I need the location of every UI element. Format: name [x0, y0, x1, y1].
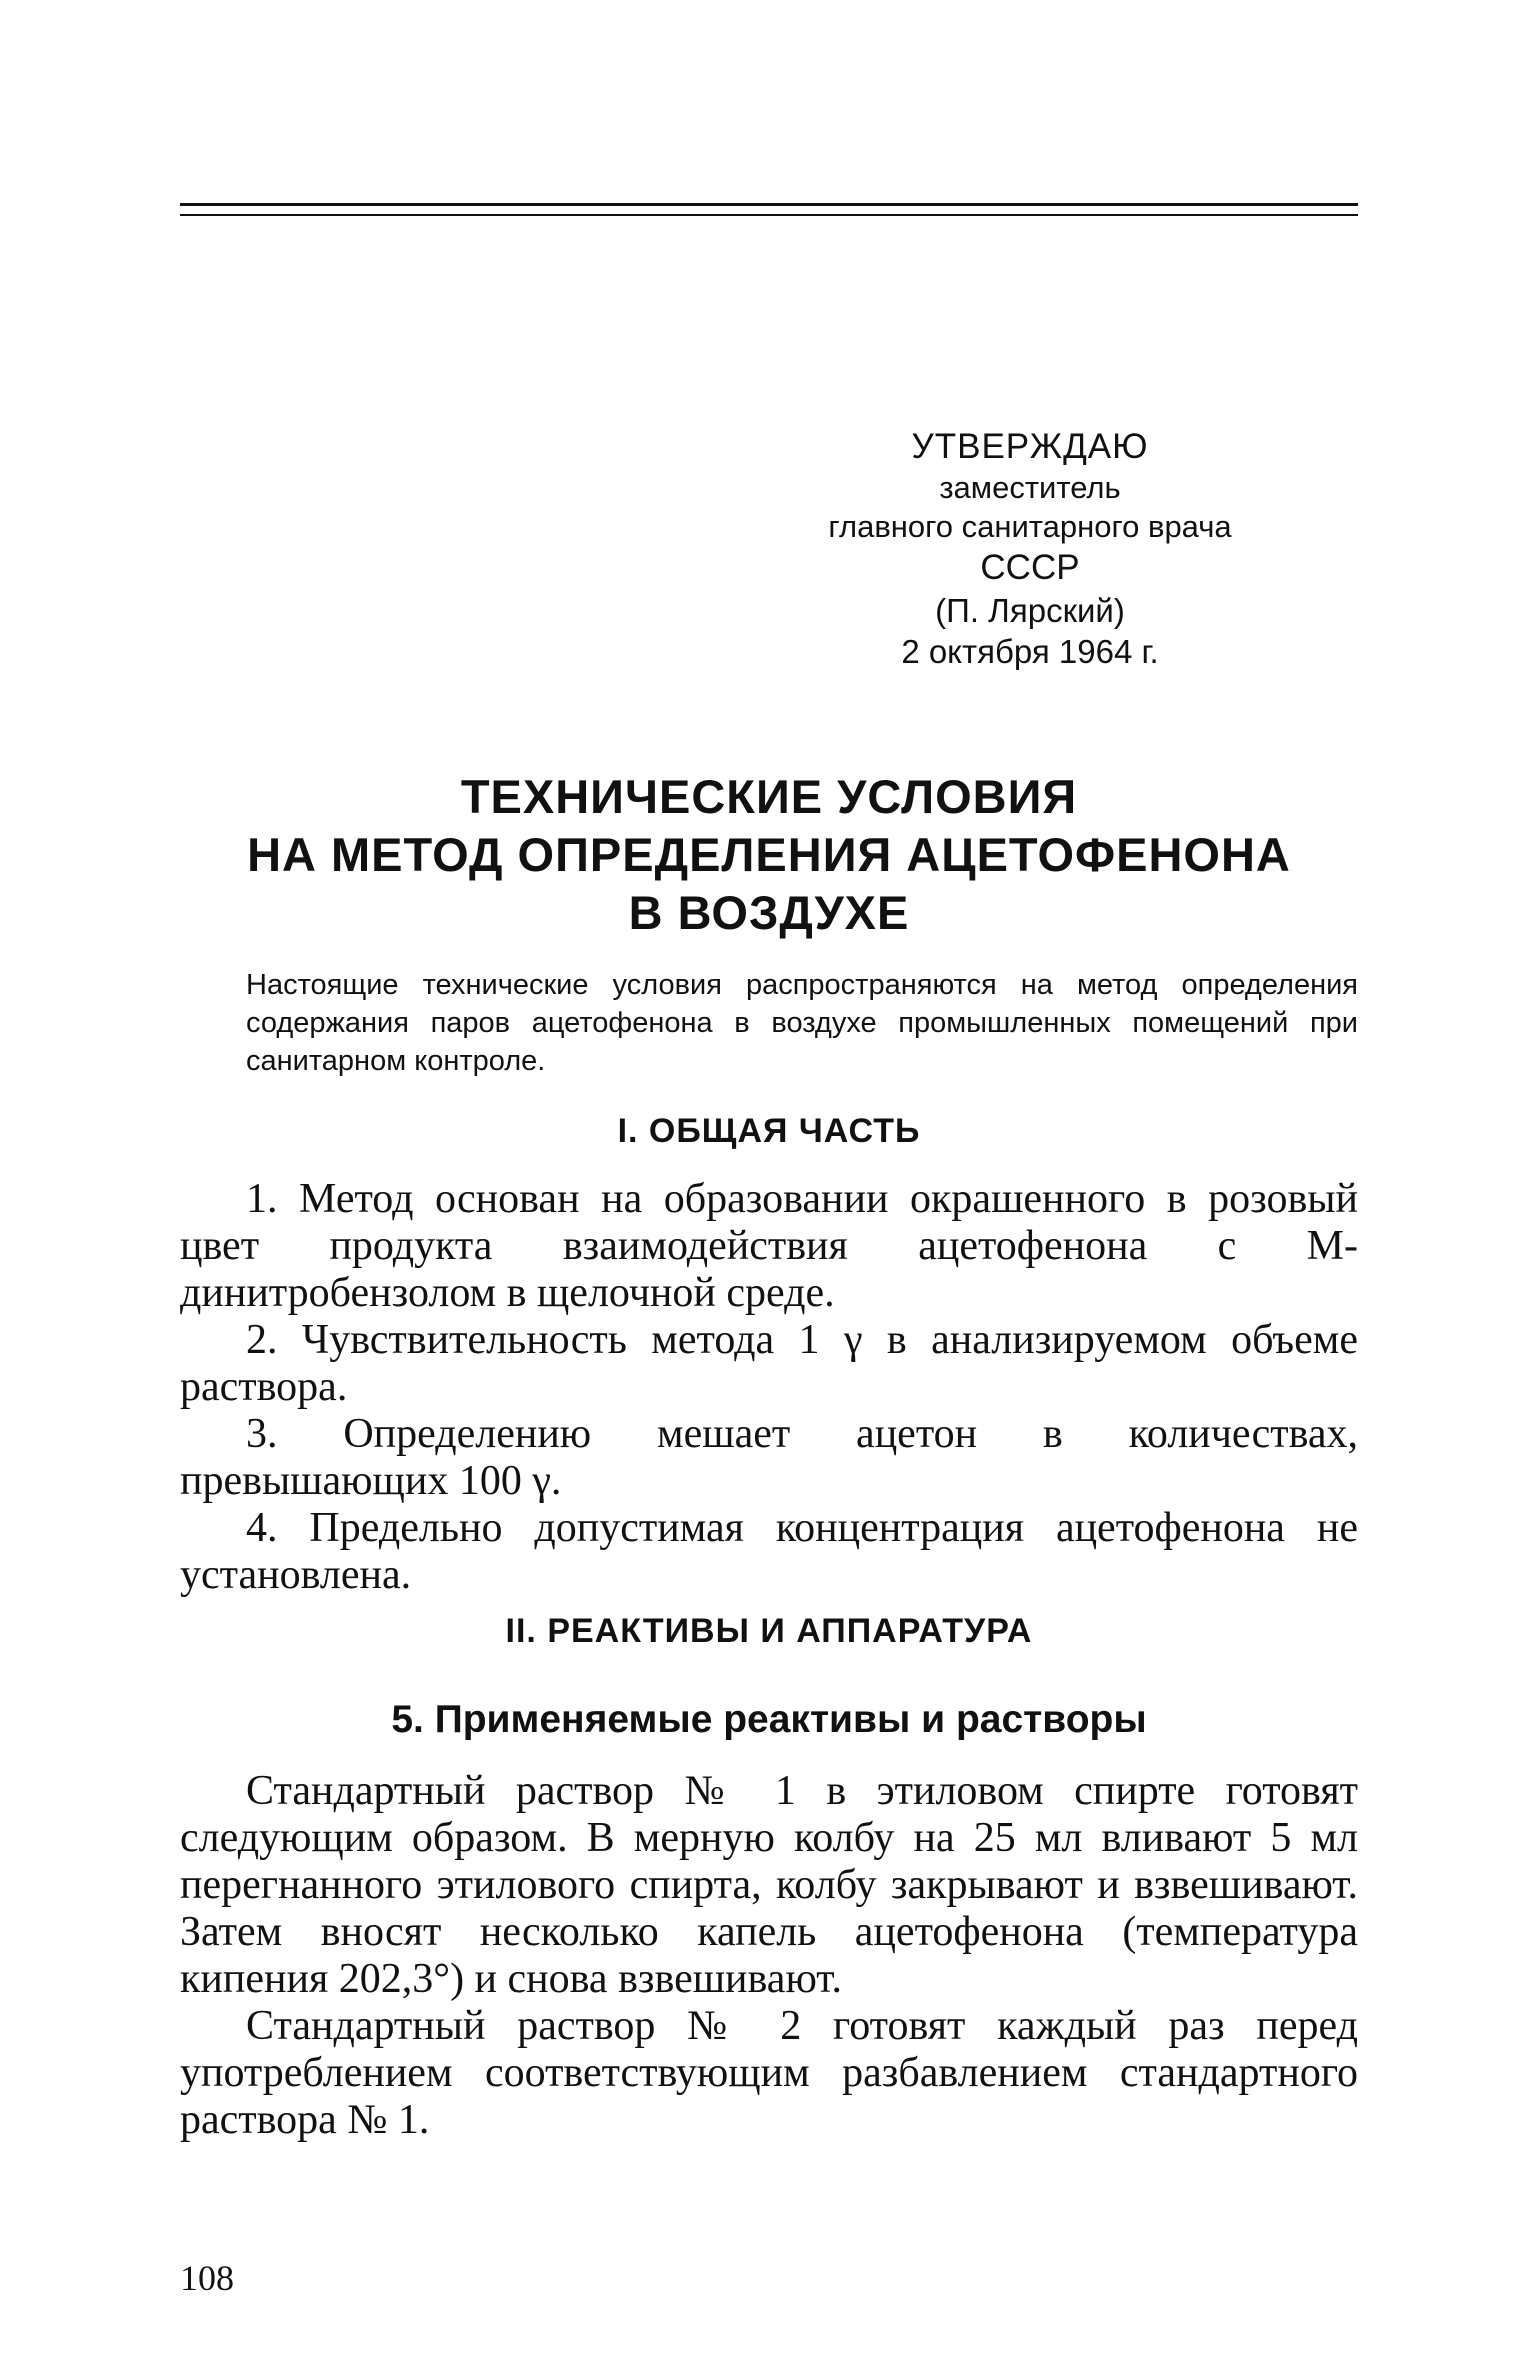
section-1-heading: I. ОБЩАЯ ЧАСТЬ: [617, 1112, 921, 1150]
paragraph-6: Стандартный раствор № 2 готовят каждый раз перед употреблением соответствующим разбавлением стандартного раствора № 1.: [180, 2003, 1358, 2143]
paragraph-5: Стандартный раствор № 1 в этиловом спирте готовят следующим образом. В мерную колбу на 25 мл вливают 5 мл перегнанного этилового спирта, колбу закрывают и взвешивают. Затем вносят несколько капель ацетофенона (температура кипения 202,3°) и снова взвешивают.: [180, 1768, 1358, 2002]
page-number: 108: [180, 2258, 234, 2298]
section-2-body: [180, 1768, 1358, 2144]
intro-paragraph: Настоящие технические условия распространяются на метод определения содержания паров ацетофенона в воздухе промышленных помещений при санитарном контроле.: [246, 969, 1358, 1077]
title-line-1: ТЕХНИЧЕСКИЕ УСЛОВИЯ: [460, 770, 1078, 823]
title-line-2: НА МЕТОД ОПРЕДЕЛЕНИЯ АЦЕТОФЕНОНА: [247, 828, 1291, 881]
approval-title: УТВЕРЖДАЮ: [911, 427, 1149, 466]
section-2-heading: II. РЕАКТИВЫ И АППАРАТУРА: [505, 1612, 1033, 1650]
approval-block: [790, 425, 1270, 673]
approval-position-2: главного санитарного врача: [828, 508, 1232, 544]
section-1-body: [180, 1176, 1358, 1599]
subsection-5-heading: 5. Применяемые реактивы и растворы: [391, 1698, 1147, 1741]
top-rule-thin: [180, 214, 1358, 216]
paragraph-3: 3. Определению мешает ацетон в количествах, превышающих 100 γ.: [180, 1411, 1358, 1504]
paragraph-4: 4. Предельно допустимая концентрация ацетофенона не установлена.: [180, 1505, 1358, 1598]
approval-position: заместитель: [939, 469, 1121, 505]
top-rule: [180, 203, 1358, 206]
document-title: [180, 768, 1358, 942]
title-line-3: В ВОЗДУХЕ: [628, 886, 910, 939]
approval-country: СССР: [980, 548, 1080, 588]
approval-date: 2 октября 1964 г.: [901, 633, 1159, 671]
approval-signature: (П. Лярский): [935, 592, 1125, 629]
paragraph-2: 2. Чувствительность метода 1 γ в анализируемом объеме раствора.: [180, 1317, 1358, 1410]
paragraph-1: 1. Метод основан на образовании окрашенного в розовый цвет продукта взаимодействия ацетофенона с М-динитробензолом в щелочной среде.: [180, 1176, 1358, 1316]
